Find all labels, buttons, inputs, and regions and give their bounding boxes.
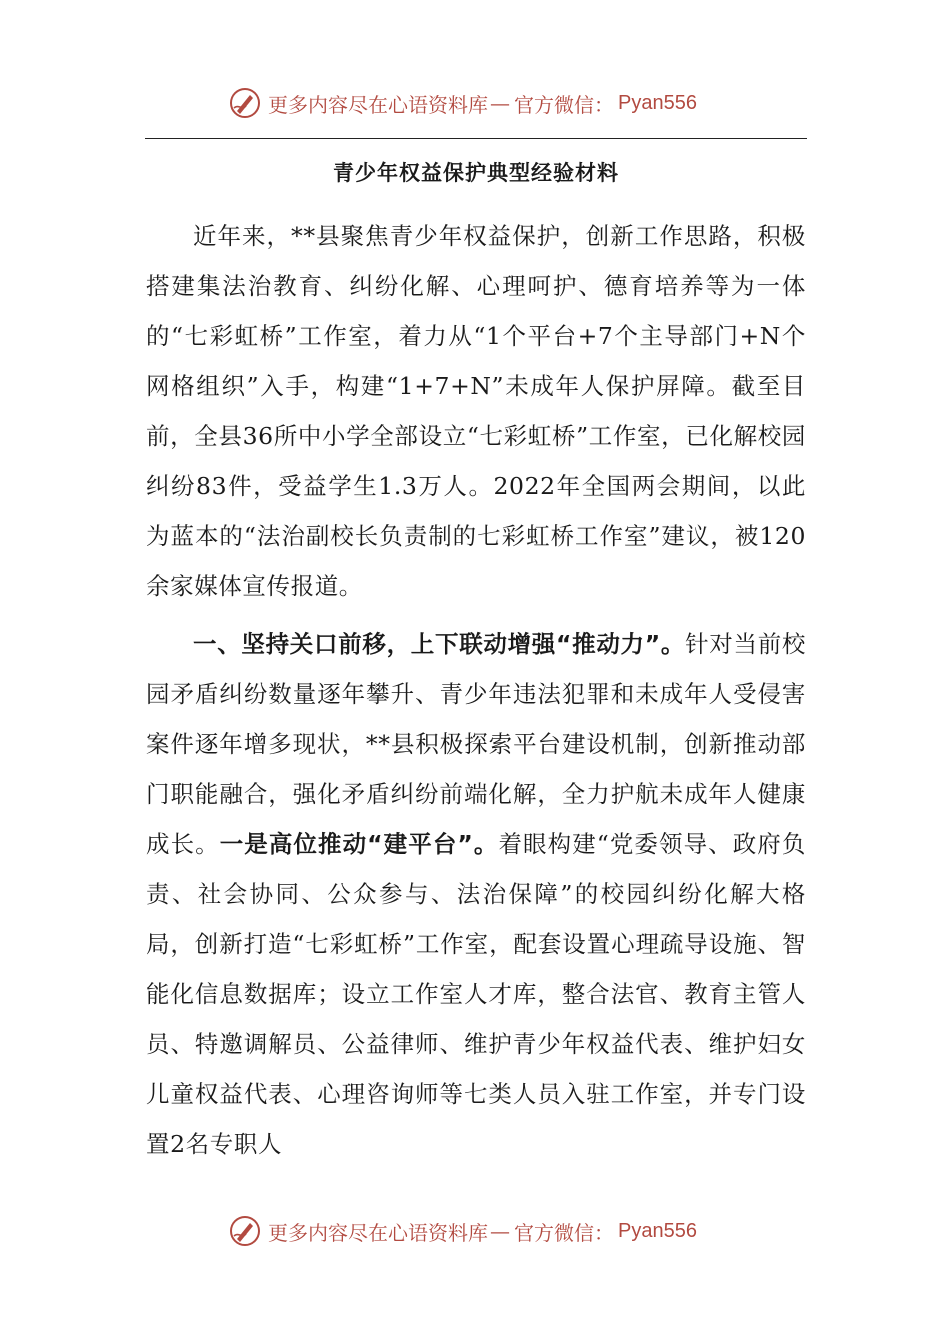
watermark-separator: — (490, 1219, 510, 1243)
section-one-paragraph (146, 619, 806, 1169)
watermark-label: 官方微信： (514, 92, 614, 117)
intro-paragraph: 近年来，**县聚焦青少年权益保护，创新工作思路，积极搭建集法治教育、纠纷化解、心理呵护、德育培养等为一体的“七彩虹桥”工作室，着力从“1个平台+7个主导部门+N个网格组织”入手，构建“1+7+N”未成年人保护屏障。截至目前，全县36所中小学全部设立“七彩虹桥”工作室，已化解校园纠纷83件，受益学生1.3万人。2022年全国两会期间，以此为蓝本的“法治副校长负责制的七彩虹桥工作室”建议，被120余家媒体宣传报道。 (146, 222, 806, 600)
section-one-subheading: 一是高位推动“建平台”。 (219, 830, 499, 858)
header-divider (145, 138, 807, 139)
watermark-wechat-id: Pyan556 (618, 91, 697, 114)
footer-watermark (228, 1213, 697, 1249)
document-title: 青少年权益保护典型经验材料 (333, 161, 619, 185)
pen-logo-icon (228, 86, 262, 120)
watermark-label: 官方微信： (514, 1220, 614, 1245)
section-one-text: 针对当前校园矛盾纠纷数量逐年攀升、青少年违法犯罪和未成年人受侵害案件逐年增多现状，**县积极探索平台建设机制，创新推动部门职能融合，强化矛盾纠纷前端化解，全力护航未成年人健康成长。 (146, 630, 806, 858)
watermark-wechat-id: Pyan556 (618, 1219, 697, 1242)
header-watermark (228, 85, 697, 121)
pen-logo-icon (228, 1214, 262, 1248)
watermark-separator: — (490, 91, 510, 115)
watermark-text: 更多内容尽在心语资料库 (268, 92, 488, 117)
watermark-text: 更多内容尽在心语资料库 (268, 1220, 488, 1245)
section-one-heading: 一、坚持关口前移，上下联动增强“推动力”。 (193, 630, 686, 658)
section-one-text-continued: 着眼构建“党委领导、政府负责、社会协同、公众参与、法治保障”的校园纠纷化解大格局，创新打造“七彩虹桥”工作室，配套设置心理疏导设施、智能化信息数据库；设立工作室人才库，整合法官、教育主管人员、特邀调解员、公益律师、维护青少年权益代表、维护妇女儿童权益代表、心理咨询师等七类人员入驻工作室，并专门设置2名专职人 (146, 830, 806, 1158)
